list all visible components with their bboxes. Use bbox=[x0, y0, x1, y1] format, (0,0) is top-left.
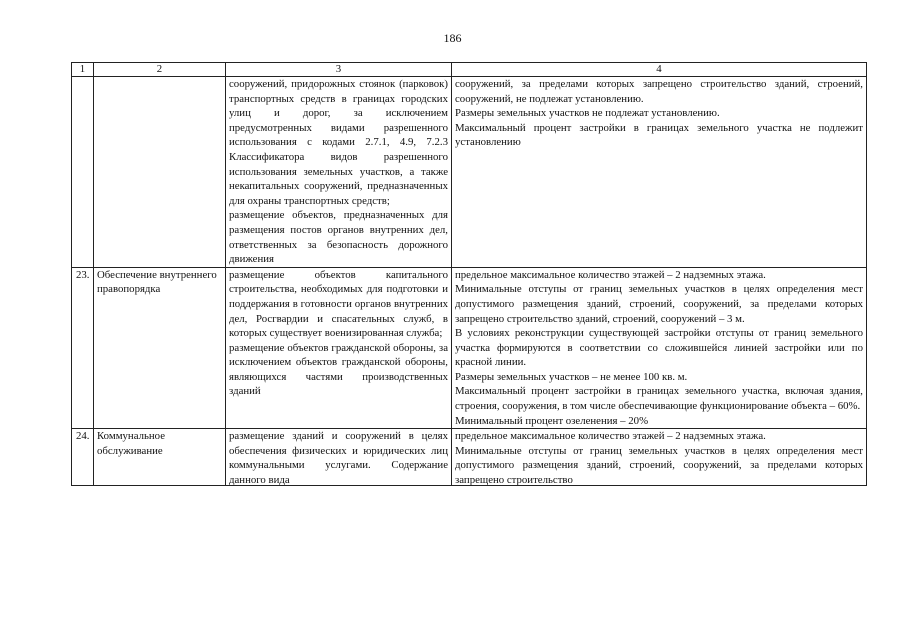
use-parameters bbox=[452, 77, 867, 268]
parameter-paragraph: Максимальный процент застройки в границах земельного участка, включая здания, строения, сооружения, в том числе обеспечивающие функционирование объекта – 60%. bbox=[455, 385, 863, 413]
use-description bbox=[226, 429, 452, 486]
parameter-paragraph: Минимальные отступы от границ земельных участков в целях определения мест допустимого размещения зданий, строений, сооружений, за пределами которых запрещено строительство зданий, строений, сооружений – 3 м. bbox=[455, 283, 863, 325]
row-number bbox=[72, 77, 94, 268]
header-col-2: 2 bbox=[94, 63, 226, 77]
description-paragraph: размещение объектов, предназначенных для размещения постов органов внутренних дел, ответственных за безопасность дорожного движения bbox=[229, 209, 448, 266]
use-name: Обеспечение внутреннего правопорядка bbox=[94, 267, 226, 429]
header-col-4: 4 bbox=[452, 63, 867, 77]
use-description bbox=[226, 267, 452, 429]
parameter-paragraph: сооружений, за пределами которых запрещено строительство зданий, строений, сооружений, не подлежат установлению. bbox=[455, 78, 863, 105]
parameter-paragraph: предельное максимальное количество этажей – 2 надземных этажа. bbox=[455, 430, 766, 443]
parameter-paragraph: Минимальные отступы от границ земельных участков в целях определения мест допустимого размещения зданий, строений, сооружений, за пределами которых запрещено строительство bbox=[455, 444, 863, 486]
table-row bbox=[72, 429, 867, 486]
table-row bbox=[72, 267, 867, 429]
table-row bbox=[72, 77, 867, 268]
page-number: 186 bbox=[443, 31, 462, 45]
use-name: Коммунальное обслуживание bbox=[94, 429, 226, 486]
parameter-paragraph: Минимальный процент озеленения – 20% bbox=[455, 414, 649, 427]
parameter-paragraph: Размеры земельных участков не подлежат установлению. bbox=[455, 107, 720, 120]
parameter-paragraph: предельное максимальное количество этажей – 2 надземных этажа. bbox=[455, 268, 766, 281]
parameter-paragraph: Максимальный процент застройки в границах земельного участка не подлежит установлению bbox=[455, 121, 863, 149]
header-row bbox=[72, 63, 867, 77]
use-parameters bbox=[452, 267, 867, 429]
use-parameters bbox=[452, 429, 867, 486]
row-number: 24. bbox=[72, 429, 94, 486]
description-paragraph: сооружений, придорожных стоянок (парковок) транспортных средств в границах городских улиц и дорог, за исключением предусмотренных видами разрешенного использования с кодами 2.7.1, 4.9, 7.2.3 Классификатора видов разрешенного использования земельных участков, а также некапитальных сооружений, предназначенных для охраны транспортных средств; bbox=[229, 78, 448, 207]
zoning-table bbox=[71, 62, 867, 486]
parameter-paragraph: В условиях реконструкции существующей застройки отступы от границ земельного участка формируются в соответствии со сложившейся линией застройки или по красной линии. bbox=[455, 327, 863, 369]
header-col-1: 1 bbox=[72, 63, 94, 77]
use-description bbox=[226, 77, 452, 268]
use-name bbox=[94, 77, 226, 268]
row-number: 23. bbox=[72, 267, 94, 429]
description-paragraph: размещение зданий и сооружений в целях обеспечения физических и юридических лиц коммунальными услугами. Содержание данного вида bbox=[229, 430, 448, 486]
description-paragraph: размещение объектов гражданской обороны, за исключением объектов гражданской обороны, являющихся частями производственных зданий bbox=[229, 341, 448, 398]
header-col-3: 3 bbox=[226, 63, 452, 77]
description-paragraph: размещение объектов капитального строительства, необходимых для подготовки и поддержания в готовности органов внутренних дел, Росгвардии и спасательных служб, в которых существует военизированная служба; bbox=[229, 268, 448, 340]
parameter-paragraph: Размеры земельных участков – не менее 100 кв. м. bbox=[455, 370, 688, 383]
